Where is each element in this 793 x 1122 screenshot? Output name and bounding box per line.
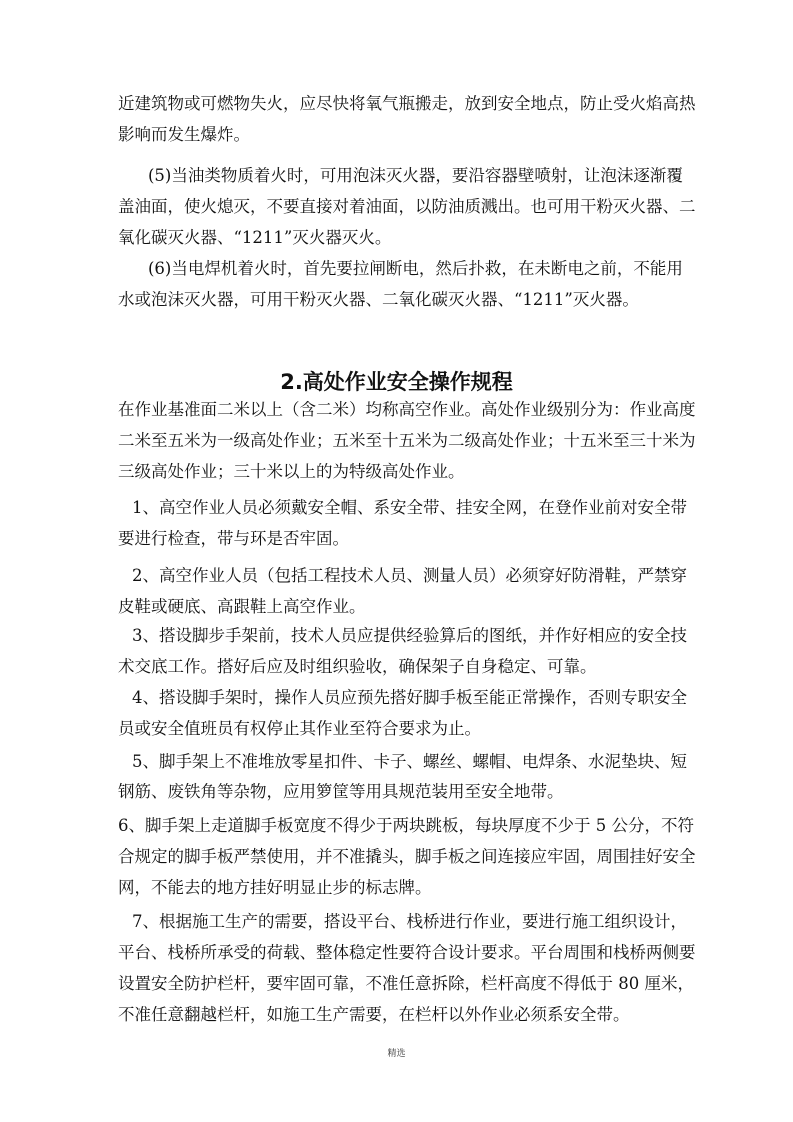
text-line: 设置安全防护栏杆，要牢固可靠，不准任意拆除，栏杆高度不得低于 80 厘米， — [118, 974, 694, 993]
text-line: 3、搭设脚步手架前，技术人员应提供经验算后的图纸，并作好相应的安全技 — [132, 626, 687, 645]
text-line: 近建筑物或可燃物失火，应尽快将氧气瓶搬走，放到安全地点，防止受火焰高热 — [118, 94, 696, 113]
text-line: 2、高空作业人员（包括工程技术人员、测量人员）必须穿好防滑鞋，严禁穿 — [132, 566, 687, 585]
text-line: 氧化碳灭火器、“1211”灭火器灭火。 — [118, 228, 392, 247]
text-line: 在作业基准面二米以上（含二米）均称高空作业。高处作业级别分为：作业高度 — [118, 400, 696, 419]
page-footer: 精选 — [387, 1049, 406, 1059]
text-line: 1、高空作业人员必须戴安全帽、系安全带、挂安全网，在登作业前对安全带 — [132, 498, 687, 517]
text-line: 网，不能去的地方挂好明显止步的标志牌。 — [118, 878, 432, 897]
section-title: 2.高处作业安全操作规程 — [280, 370, 513, 394]
text-line: 5、脚手架上不准堆放零星扣件、卡子、螺丝、螺帽、电焊条、水泥垫块、短 — [132, 752, 687, 771]
text-line: 影响而发生爆炸。 — [118, 125, 250, 144]
text-line: 员或安全值班员有权停止其作业至符合要求为止。 — [118, 719, 481, 738]
text-line: (5)当油类物质着火时，可用泡沫灭火器，要沿容器壁喷射，让泡沫逐渐覆 — [148, 166, 683, 185]
text-line: 三级高处作业；三十米以上的为特级高处作业。 — [118, 462, 465, 481]
text-line: 7、根据施工生产的需要，搭设平台、栈桥进行作业，要进行施工组织设计， — [132, 912, 687, 931]
text-line: 合规定的脚手板严禁使用，并不准撬头，脚手板之间连接应牢固，周围挂好安全 — [118, 847, 696, 866]
text-line: 术交底工作。搭好后应及时组织验收，确保架子自身稳定、可靠。 — [118, 657, 597, 676]
text-line: 二米至五米为一级高处作业；五米至十五米为二级高处作业；十五米至三十米为 — [118, 431, 696, 450]
text-line: 水或泡沫灭火器，可用干粉灭火器、二氧化碳灭火器、“1211”灭火器。 — [118, 290, 639, 309]
text-line: 钢筋、废铁角等杂物，应用箩筐等用具规范装用至安全地带。 — [118, 782, 564, 801]
text-line: 要进行检查，带与环是否牢固。 — [118, 529, 349, 548]
text-line: 不准任意翻越栏杆，如施工生产需要，在栏杆以外作业必须系安全带。 — [118, 1005, 630, 1024]
text-line: 皮鞋或硬底、高跟鞋上高空作业。 — [118, 597, 366, 616]
text-line: 盖油面，使火熄灭，不要直接对着油面，以防油质溅出。也可用干粉灭火器、二 — [118, 197, 696, 216]
text-line: 平台、栈桥所承受的荷载、整体稳定性要符合设计要求。平台周围和栈桥两侧要 — [118, 943, 696, 962]
text-line: 6、脚手架上走道脚手板宽度不得少于两块跳板，每块厚度不少于 5 公分，不符 — [118, 816, 694, 835]
text-line: 4、搭设脚手架时，操作人员应预先搭好脚手板至能正常操作，否则专职安全 — [132, 688, 687, 707]
text-line: (6)当电焊机着火时，首先要拉闸断电，然后扑救，在未断电之前，不能用 — [148, 259, 683, 278]
